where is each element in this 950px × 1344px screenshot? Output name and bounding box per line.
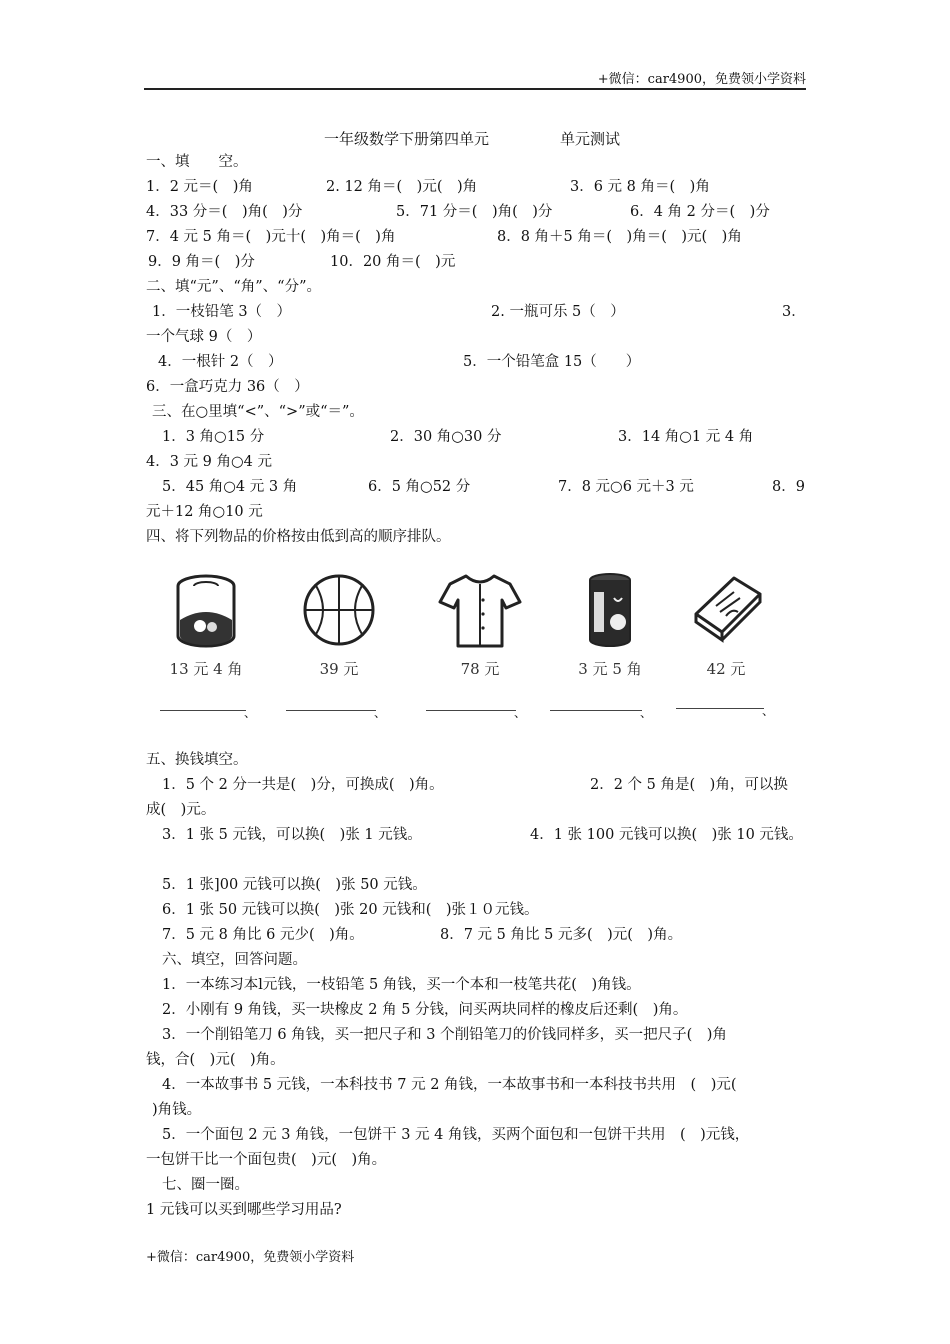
section-1-heading: 一、填 空。 — [146, 154, 248, 170]
footer-wechat-text: +微信：car4900，免费领小学资料 — [146, 1250, 355, 1265]
shirt-icon — [438, 570, 522, 650]
item-can-price: 13 元 4 角 — [169, 660, 243, 678]
q6-4-cont: )角钱。 — [152, 1102, 202, 1118]
q1-4: 4．33 分＝( )角( )分 — [146, 204, 303, 220]
section-2-heading: 二、填“元”、“角”、“分”。 — [146, 279, 321, 295]
can-icon — [166, 570, 246, 650]
q2-3-number: 3． — [782, 304, 806, 320]
item-porridge-price: 3 元 5 角 — [578, 660, 642, 678]
page-footer — [146, 1246, 354, 1265]
q3-4: 4．3 元 9 角○4 元 — [146, 454, 272, 470]
q3-1: 1．3 角○15 分 — [162, 429, 265, 445]
header-wechat-text: +微信：car4900，免费领小学资料 — [597, 72, 806, 87]
page-header — [144, 66, 806, 90]
item-shirt-price: 78 元 — [460, 660, 500, 678]
q5-4: 4．1 张 100 元钱可以换( )张 10 元钱。 — [530, 827, 803, 843]
item-medicine-price: 42 元 — [706, 660, 746, 678]
q7-1: 1 元钱可以买到哪些学习用品? — [146, 1202, 342, 1218]
q6-4: 4．一本故事书 5 元钱，一本科技书 7 元 2 角钱，一本故事书和一本科技书共用 ( )元( — [162, 1077, 737, 1093]
q5-6: 6．1 张 50 元钱可以换( )张 20 元钱和( )张１０元钱。 — [162, 902, 539, 918]
q1-7: 7．4 元 5 角＝( )元十( )角＝( )角 — [146, 229, 396, 245]
q1-3: 3．6 元 8 角＝( )角 — [570, 179, 710, 195]
q3-8-number: 8．9 — [772, 479, 805, 495]
q3-7: 7．8 元○6 元＋3 元 — [558, 479, 694, 495]
q5-7: 7．5 元 8 角比 6 元少( )角。 — [162, 927, 364, 943]
answer-blank-1[interactable]: 、 — [160, 710, 246, 711]
q2-1: 1．一枝铅笔 3（ ） — [152, 304, 292, 320]
q5-2: 2．2 个 5 角是( )角，可以换 — [590, 777, 788, 793]
item-can — [146, 570, 266, 679]
q2-3: 一个气球 9（ ） — [146, 329, 262, 345]
q6-1: 1．一本练习本l元钱，一枝铅笔 5 角钱，买一个本和一枝笔共花( )角钱。 — [162, 977, 641, 993]
q6-3: 3．一个削铅笔刀 6 角钱，买一把尺子和 3 个削铅笔刀的价钱同样多，买一把尺子( )角 — [162, 1027, 727, 1043]
q1-9: 9．9 角＝( )分 — [148, 254, 255, 270]
q5-3: 3．1 张 5 元钱，可以换( )张 1 元钱。 — [162, 827, 422, 843]
answer-blank-2[interactable]: 、 — [286, 710, 376, 711]
q1-1: 1．2 元＝( )角 — [146, 179, 253, 195]
q2-6: 6．一盒巧克力 36（ ） — [146, 379, 309, 395]
section-5-heading: 五、换钱填空。 — [146, 752, 248, 768]
q2-4: 4．一根针 2（ ） — [158, 354, 283, 370]
q1-2: 2. 12 角＝( )元( )角 — [326, 179, 478, 195]
q1-5: 5．71 分＝( )角( )分 — [396, 204, 553, 220]
answer-blank-4[interactable]: 、 — [550, 710, 642, 711]
q5-8: 8．7 元 5 角比 5 元多( )元( )角。 — [440, 927, 683, 943]
q3-2: 2．30 角○30 分 — [390, 429, 502, 445]
answer-blank-5[interactable]: 、 — [676, 708, 764, 709]
q3-3: 3．14 角○1 元 4 角 — [618, 429, 754, 445]
q2-2: 2. 一瓶可乐 5（ ） — [491, 304, 625, 320]
q5-2-cont: 成( )元。 — [146, 802, 216, 818]
section-4-heading: 四、将下列物品的价格按由低到高的顺序排队。 — [146, 529, 451, 545]
q6-5: 5．一个面包 2 元 3 角钱，一包饼干 3 元 4 角钱，买两个面包和一包饼干共用 ( )元钱， — [162, 1127, 750, 1143]
q1-6: 6．4 角 2 分＝( )分 — [630, 204, 770, 220]
section-3-heading: 三、在○里填“<”、“>”或“＝”。 — [152, 404, 364, 420]
item-basketball-price: 39 元 — [319, 660, 359, 678]
page-subtitle: 单元测试 — [560, 130, 621, 148]
item-basketball — [279, 570, 399, 679]
section-7-heading: 七、圈一圈。 — [162, 1177, 249, 1193]
q1-10: 10．20 角＝( )元 — [330, 254, 456, 270]
q6-3-cont: 钱，合( )元( )角。 — [146, 1052, 285, 1068]
page-title: 一年级数学下册第四单元 — [324, 130, 490, 148]
medicine-box-icon — [686, 570, 766, 650]
q6-5-cont: 一包饼干比一个面包贵( )元( )角。 — [146, 1152, 387, 1168]
item-shirt — [420, 570, 540, 679]
q5-5: 5．1 张]00 元钱可以换( )张 50 元钱。 — [162, 877, 427, 893]
answer-blank-3[interactable]: 、 — [426, 710, 516, 711]
item-medicine — [666, 570, 786, 679]
item-porridge — [550, 570, 670, 679]
q5-1: 1．5 个 2 分一共是( )分，可换成( )角。 — [162, 777, 444, 793]
q3-8: 元＋12 角○10 元 — [146, 504, 263, 520]
section-6-heading: 六、填空，回答问题。 — [162, 952, 307, 968]
price-items-figure — [146, 570, 806, 725]
q2-5: 5．一个铅笔盒 15（ ） — [463, 354, 641, 370]
q6-2: 2．小刚有 9 角钱，买一块橡皮 2 角 5 分钱，问买两块同样的橡皮后还剩( )角。 — [162, 1002, 688, 1018]
q1-8: 8．8 角＋5 角＝( )角＝( )元( )角 — [497, 229, 742, 245]
q3-5: 5．45 角○4 元 3 角 — [162, 479, 298, 495]
basketball-icon — [299, 570, 379, 650]
q3-6: 6．5 角○52 分 — [368, 479, 471, 495]
porridge-can-icon — [580, 570, 640, 650]
